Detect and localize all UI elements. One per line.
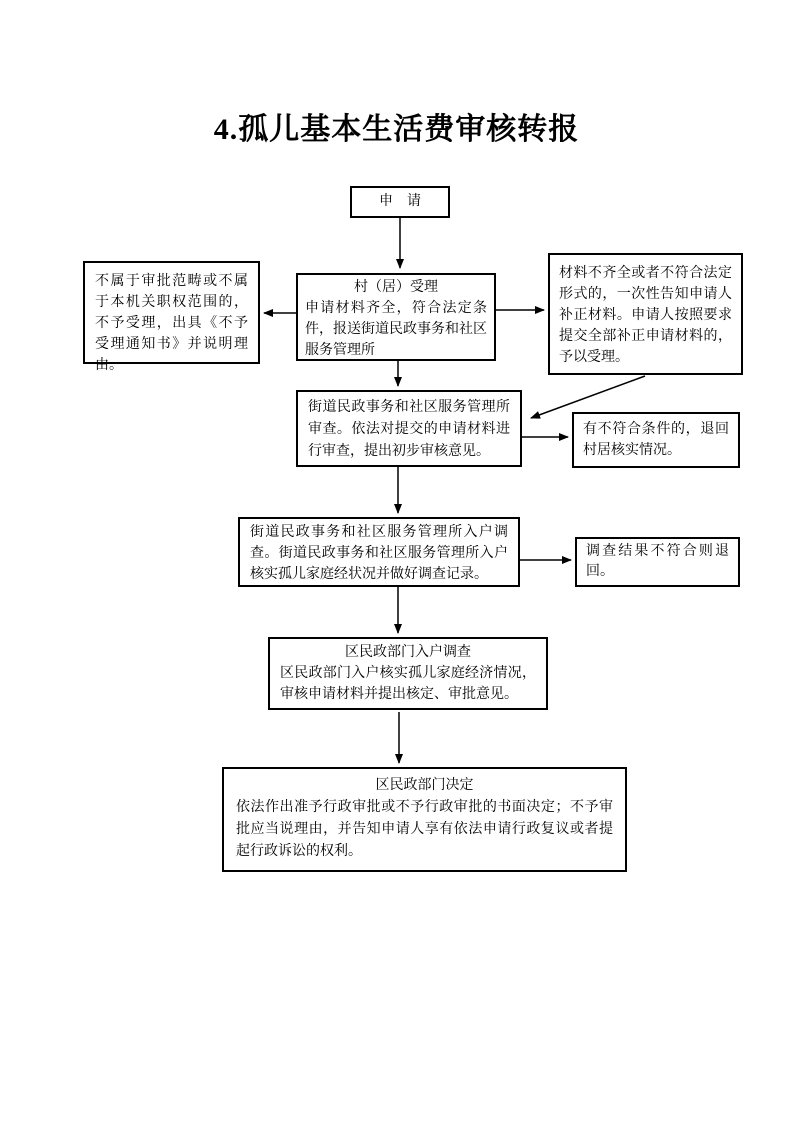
node-district-home-visit-title: 区民政部门入户调查 (345, 645, 471, 660)
node-reject-notice (83, 261, 260, 373)
node-reject-notice-body: 不属于审批范畴或不属于本机关职权范围的，不予受理，出具《不予受理通知书》并说明理由。 (95, 274, 248, 373)
node-street-home-visit (238, 517, 520, 587)
node-street-review (296, 390, 522, 467)
node-street-home-visit-body: 街道民政事务和社区服务管理所入户调查。街道民政事务和社区服务管理所入户核实孤儿家庭经状况并做好调查记录。 (250, 525, 508, 582)
node-return-if-unqualified (575, 537, 740, 587)
node-district-decision (222, 767, 627, 872)
node-district-decision-body: 依法作出准予行政审批或不予行政审批的书面决定；不予审批应当说理由，并告知申请人享有依法申请行政复议或者提起行政诉讼的权利。 (236, 800, 613, 859)
node-village-accept-title: 村（居）受理 (354, 280, 438, 295)
node-supplement-materials-body: 材料不齐全或者不符合法定形式的，一次性告知申请人补正材料。申请人按照要求提交全部补正申请材料的，予以受理。 (559, 266, 732, 365)
node-apply-label: 申 请 (379, 194, 421, 209)
node-street-review-body: 街道民政事务和社区服务管理所审查。依法对提交的申请材料进行审查，提出初步审核意见。 (308, 400, 510, 459)
node-return-village-body: 有不符合条件的，退回村居核实情况。 (583, 422, 729, 458)
node-return-if-unqualified-body: 调查结果不符合则退回。 (586, 544, 729, 579)
node-district-decision-title: 区民政部门决定 (375, 778, 474, 793)
page-title: 4.孤儿基本生活费审核转报 (213, 113, 580, 146)
node-district-home-visit-body: 区民政部门入户核实孤儿家庭经济情况，审核申请材料并提出核定、审批意见。 (280, 666, 536, 702)
node-apply (350, 186, 450, 218)
node-village-accept-body: 申请材料齐全，符合法定条件，报送街道民政事务和社区服务管理所 (305, 301, 487, 358)
node-return-village (572, 412, 740, 468)
node-district-home-visit (268, 637, 548, 710)
node-supplement-materials (548, 253, 743, 375)
node-village-accept (296, 273, 496, 361)
